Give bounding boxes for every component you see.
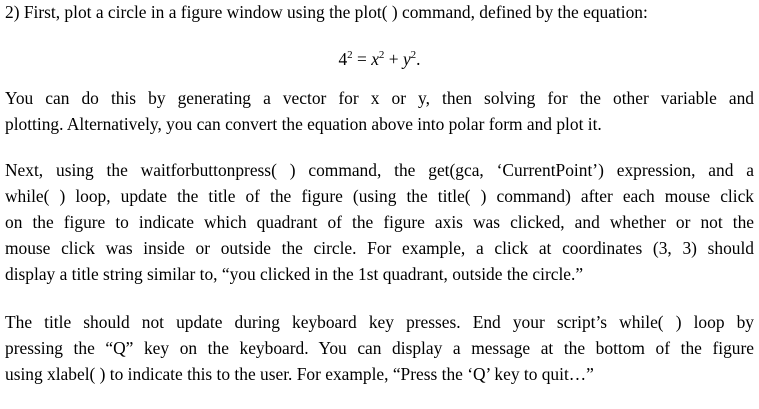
equation-period: . bbox=[416, 49, 421, 69]
paragraph-1-line-1: You can do this by generating a vector for x or y, then solving for the other variable and bbox=[5, 88, 754, 108]
equation-var-y: y bbox=[402, 49, 411, 69]
problem-intro: 2) First, plot a circle in a figure window using the plot( ) command, defined by the equation: bbox=[5, 2, 648, 22]
paragraph-1-line-2: plotting. Alternatively, you can convert the equation above into polar form and plot it. bbox=[5, 114, 602, 134]
circle-equation bbox=[5, 46, 754, 72]
equation-var-x: x bbox=[371, 49, 379, 69]
paragraph-3-line-3: using xlabel( ) to indicate this to the user. For example, “Press the ‘Q’ key to quit…” bbox=[5, 364, 594, 384]
paragraph-2-line-2: while( ) loop, update the title of the figure (using the title( ) command) after each mouse click bbox=[5, 186, 754, 206]
paragraph-3-line-2: pressing the “Q” key on the keyboard. You can display a message at the bottom of the figure bbox=[5, 338, 754, 358]
paragraph-3-line-1: The title should not update during keyboard key presses. End your script’s while( ) loop by bbox=[5, 312, 754, 332]
equation-exponent-3: 2 bbox=[410, 49, 417, 61]
equation-plus: + bbox=[384, 49, 403, 69]
equation-exponent-1: 2 bbox=[347, 49, 353, 61]
paragraph-2-line-3: on the figure to indicate which quadrant of the figure axis was clicked, and whether or not the bbox=[5, 212, 754, 232]
equation-exponent-2: 2 bbox=[378, 49, 385, 61]
paragraph-2-line-1: Next, using the waitforbuttonpress( ) command, the get(gca, ‘CurrentPoint’) expression, and a bbox=[5, 160, 754, 180]
equation-base: 4 bbox=[338, 49, 348, 69]
equation-equals: = bbox=[352, 49, 372, 69]
paragraph-2-line-4: mouse click was inside or outside the circle. For example, a click at coordinates (3, 3) should bbox=[5, 238, 754, 258]
paragraph-2-line-5: display a title string similar to, “you clicked in the 1st quadrant, outside the circle.” bbox=[5, 264, 584, 284]
